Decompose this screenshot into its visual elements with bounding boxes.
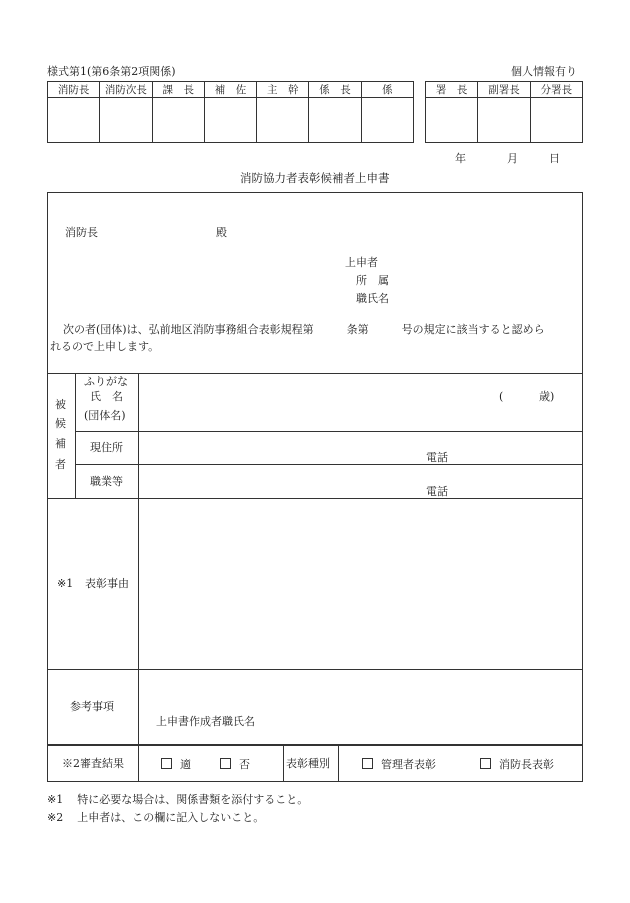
privacy-note: 個人情報有り xyxy=(511,65,577,78)
candidate-side-label: 被 xyxy=(55,398,66,411)
chief-award-label: 消防長表彰 xyxy=(499,758,554,771)
chief-award-option[interactable] xyxy=(480,758,554,770)
furigana-label: ふりがな xyxy=(84,375,128,388)
divider xyxy=(283,745,284,781)
note-text: 上申者は、この欄に記入しないこと。 xyxy=(77,811,265,824)
candidate-side-label: 候 xyxy=(55,417,66,430)
checkbox-icon[interactable] xyxy=(220,758,231,769)
stamp-header: 課 長 xyxy=(152,82,204,98)
divider xyxy=(75,431,582,432)
address-label: 現住所 xyxy=(90,441,123,454)
date-day: 日 xyxy=(549,152,560,165)
note-1 xyxy=(47,794,308,805)
approval-stamp-table-right xyxy=(425,81,583,143)
occupation-phone-label: 電話 xyxy=(426,485,448,498)
note-text: 特に必要な場合は、関係書類を添付すること。 xyxy=(77,793,309,806)
stamp-cell[interactable] xyxy=(426,98,478,143)
award-type-label: 表彰種別 xyxy=(286,757,330,770)
stamp-header: 署 長 xyxy=(426,82,478,98)
reject-option[interactable] xyxy=(220,758,250,770)
candidate-side-label: 補 xyxy=(55,437,66,450)
stamp-cell[interactable] xyxy=(152,98,204,143)
body-text-line1: 次の者(団体)は、弘前地区消防事務組合表彰規程第 条第 号の規定に該当すると認めら xyxy=(63,323,545,336)
stamp-cell[interactable] xyxy=(48,98,100,143)
manager-award-option[interactable] xyxy=(362,758,436,770)
age-label: 歳) xyxy=(539,390,555,403)
author-label: 上申書作成者職氏名 xyxy=(156,715,255,728)
note-2 xyxy=(47,812,264,823)
addressee-honorific: 殿 xyxy=(216,226,227,239)
divider xyxy=(338,745,339,781)
applicant-label: 上申者 xyxy=(345,256,378,269)
divider xyxy=(48,498,582,499)
stamp-cell[interactable] xyxy=(530,98,582,143)
stamp-cell[interactable] xyxy=(204,98,256,143)
applicant-name-label: 職氏名 xyxy=(356,292,389,305)
stamp-header: 主 幹 xyxy=(257,82,309,98)
review-label: ※2審査結果 xyxy=(62,757,124,770)
stamp-header: 消防長 xyxy=(48,82,100,98)
divider xyxy=(48,373,582,374)
body-text-line2: れるので上申します。 xyxy=(50,340,160,353)
stamp-header: 副署長 xyxy=(478,82,530,98)
reference-label: 参考事項 xyxy=(70,700,114,713)
group-name-label: (団体名) xyxy=(84,409,126,422)
stamp-cell[interactable] xyxy=(257,98,309,143)
checkbox-icon[interactable] xyxy=(480,758,491,769)
stamp-header: 係 長 xyxy=(309,82,361,98)
stamp-cell[interactable] xyxy=(309,98,361,143)
reason-mark: ※1 xyxy=(57,577,74,590)
divider xyxy=(48,669,582,670)
stamp-header: 消防次長 xyxy=(100,82,152,98)
note-mark: ※2 xyxy=(47,811,64,824)
document-title: 消防協力者表彰候補者上申書 xyxy=(240,171,390,185)
approve-option[interactable] xyxy=(161,758,191,770)
divider xyxy=(138,373,139,781)
applicant-affiliation-label: 所 属 xyxy=(356,274,389,287)
divider xyxy=(75,464,582,465)
stamp-cell[interactable] xyxy=(361,98,413,143)
date-year: 年 xyxy=(455,152,466,165)
date-month: 月 xyxy=(507,152,518,165)
occupation-label: 職業等 xyxy=(90,475,123,488)
checkbox-icon[interactable] xyxy=(362,758,373,769)
reject-label: 否 xyxy=(239,758,250,771)
stamp-header: 係 xyxy=(361,82,413,98)
reason-label: 表彰事由 xyxy=(85,577,129,590)
name-label: 氏 名 xyxy=(90,390,123,403)
approve-label: 適 xyxy=(180,758,191,771)
stamp-cell[interactable] xyxy=(100,98,152,143)
age-open-paren: ( xyxy=(499,390,504,403)
note-mark: ※1 xyxy=(47,793,64,806)
checkbox-icon[interactable] xyxy=(161,758,172,769)
candidate-side-label: 者 xyxy=(55,458,66,471)
divider xyxy=(48,744,582,746)
approval-stamp-table-left xyxy=(47,81,414,143)
divider xyxy=(75,373,76,498)
application-form xyxy=(47,192,583,782)
stamp-header: 補 佐 xyxy=(204,82,256,98)
form-number: 様式第1(第6条第2項関係) xyxy=(47,65,176,78)
addressee-name: 消防長 xyxy=(65,226,98,239)
address-phone-label: 電話 xyxy=(426,451,448,464)
stamp-cell[interactable] xyxy=(478,98,530,143)
stamp-header: 分署長 xyxy=(530,82,582,98)
manager-award-label: 管理者表彰 xyxy=(381,758,436,771)
